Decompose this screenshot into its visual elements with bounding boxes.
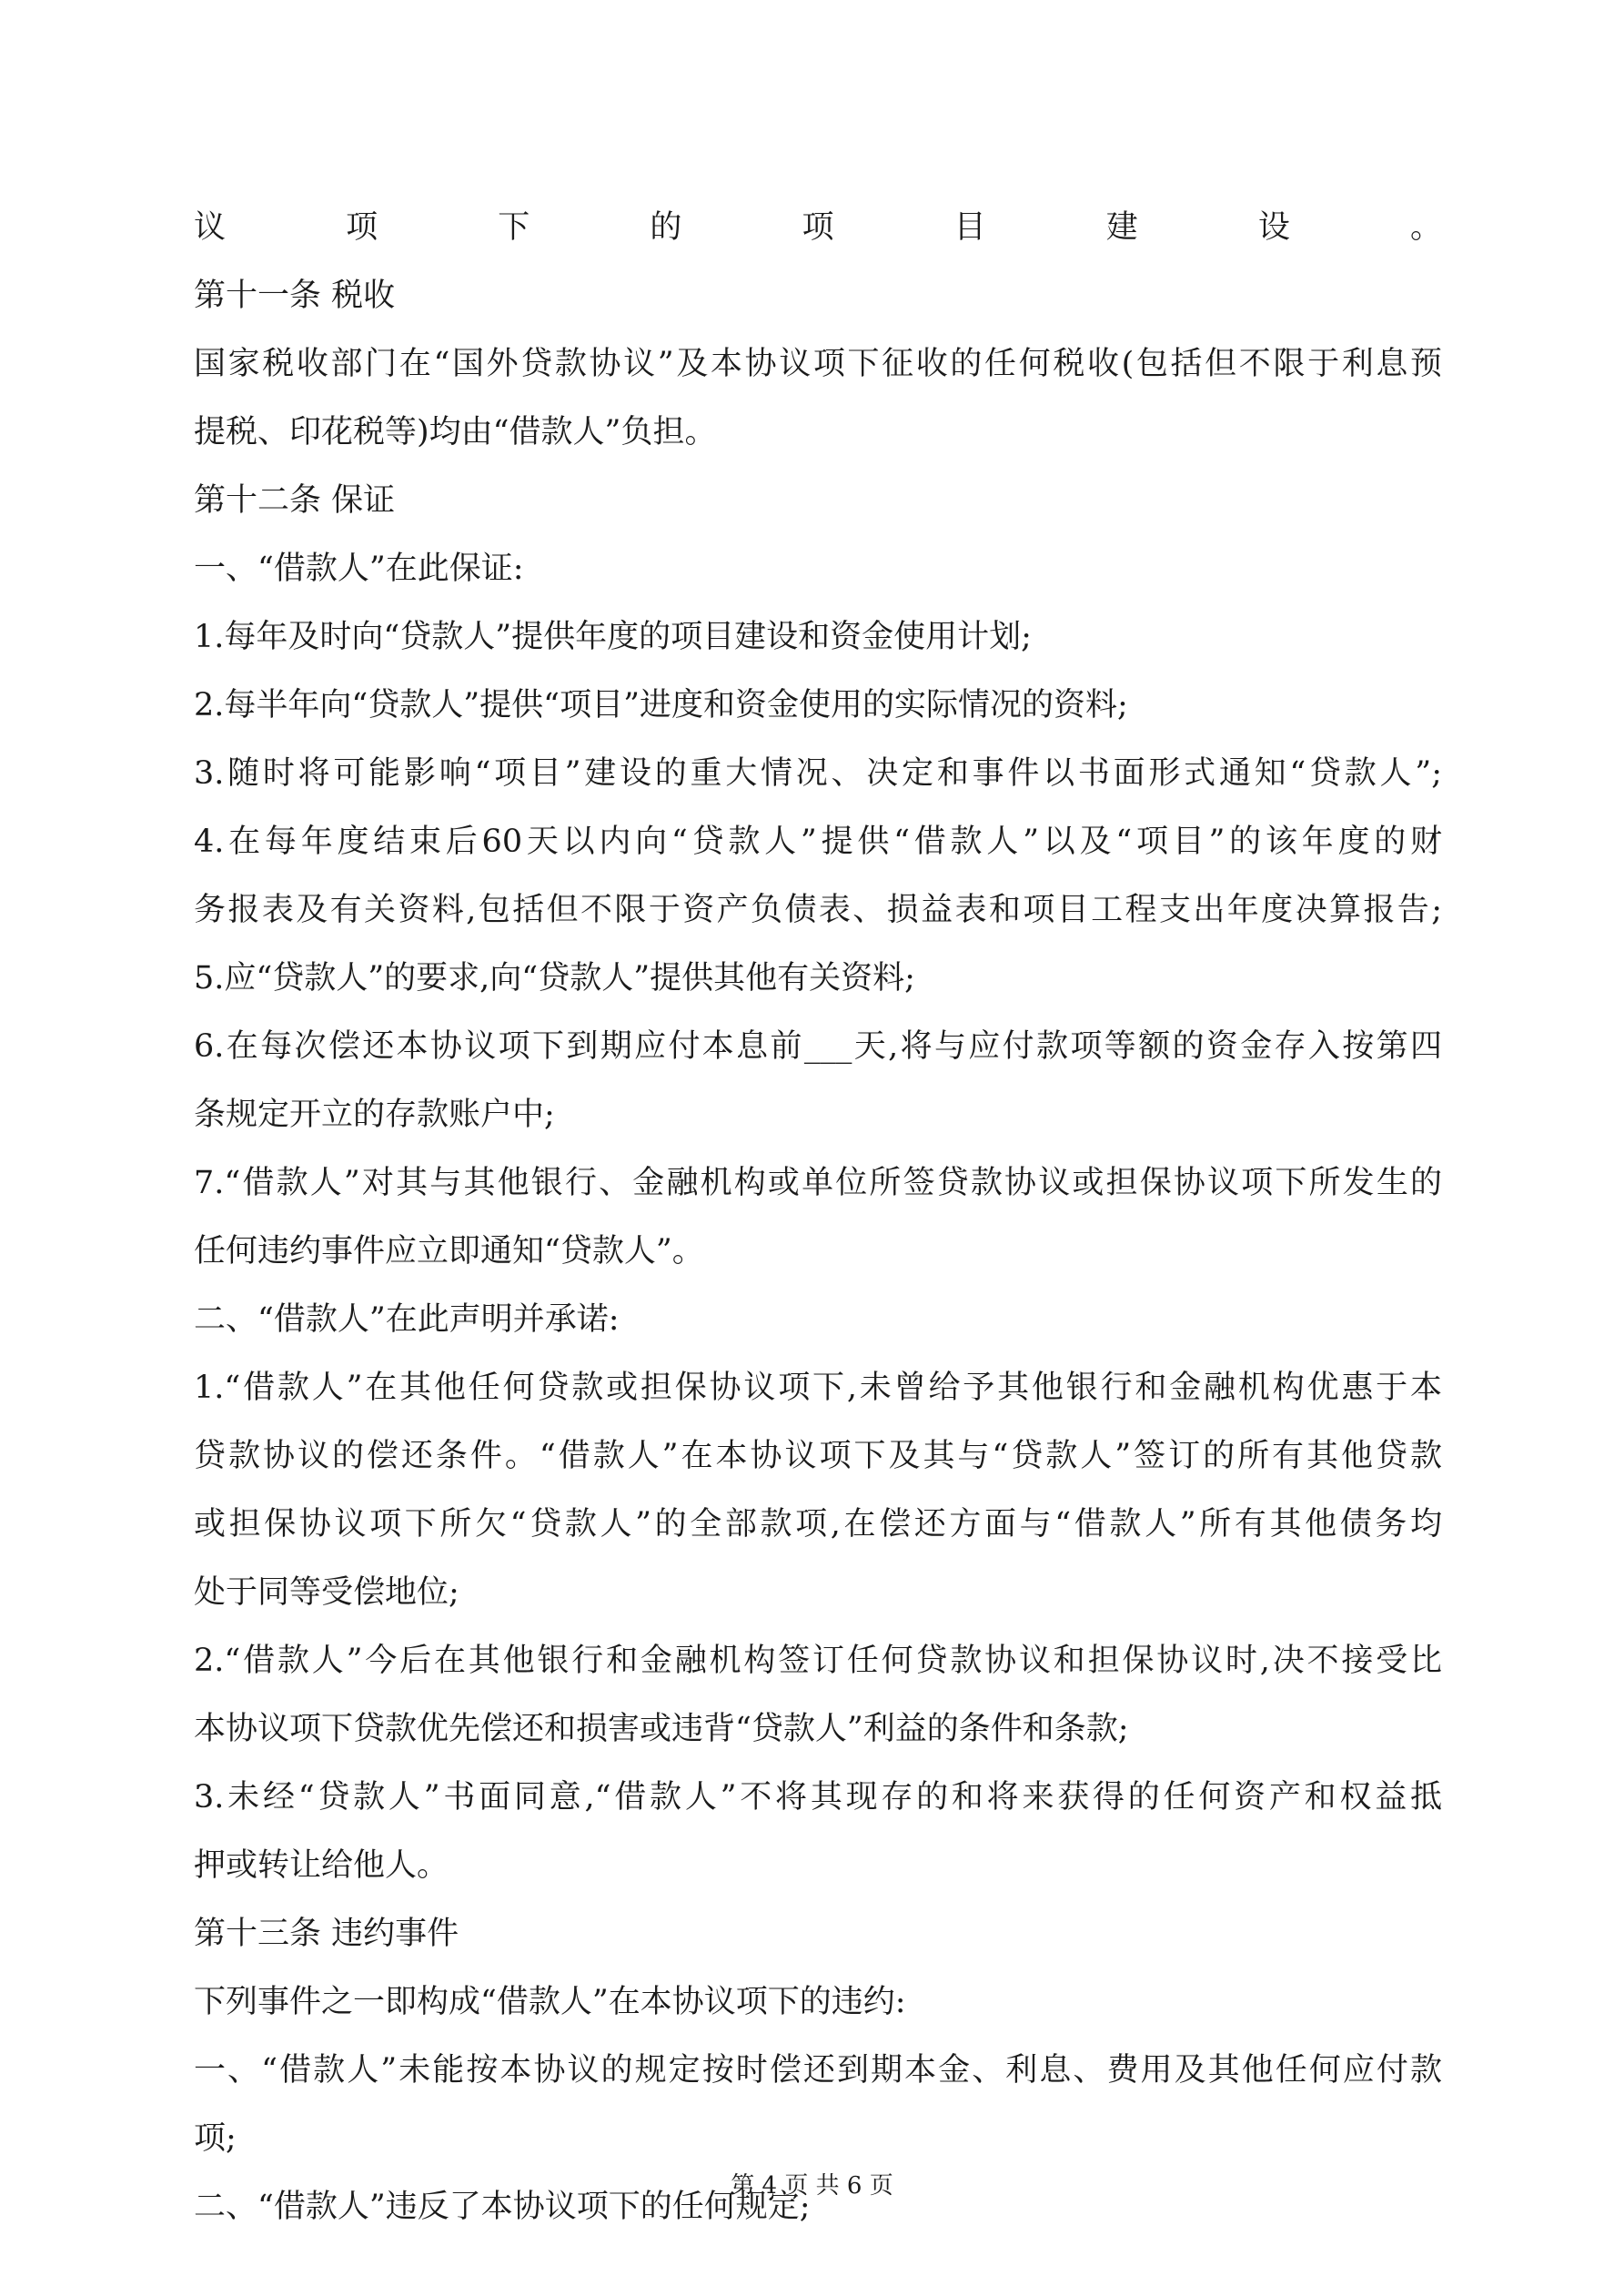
document-body [194, 204, 1442, 2251]
section-heading: 第十一条 税收 [194, 278, 396, 314]
text-line: 下列事件之一即构成“借款人”在本协议项下的违约: [194, 1984, 906, 2020]
text-line: 提税、印花税等)均由“借款人”负担。 [194, 414, 717, 450]
list-item: 6.在每次偿还本协议项下到期应付本息前___天,将与应付款项等额的资金存入按第四 [194, 1028, 1442, 1065]
list-item: 7.“借款人”对其与其他银行、金融机构或单位所签贷款协议或担保协议项下所发生的 [194, 1165, 1442, 1201]
text-line: 项; [194, 2120, 237, 2157]
text-line: 一、“借款人”在此保证: [194, 551, 524, 587]
text-line: 处于同等受偿地位; [194, 1574, 459, 1611]
list-item: 5.应“贷款人”的要求,向“贷款人”提供其他有关资料; [194, 960, 915, 996]
list-item: 3.随时将可能影响“项目”建设的重大情况、决定和事件以书面形式通知“贷款人”; [194, 755, 1442, 792]
text-line: 议项下的项目建设。 [194, 209, 1442, 246]
text-line: 押或转让给他人。 [194, 1847, 449, 1884]
text-line: 一、“借款人”未能按本协议的规定按时偿还到期本金、利息、费用及其他任何应付款 [194, 2052, 1442, 2089]
list-item: 1.“借款人”在其他任何贷款或担保协议项下,未曾给予其他银行和金融机构优惠于本 [194, 1370, 1442, 1406]
text-line: 或担保协议项下所欠“贷款人”的全部款项,在偿还方面与“借款人”所有其他债务均 [194, 1506, 1442, 1542]
text-line: 本协议项下贷款优先偿还和损害或违背“贷款人”利益的条件和条款; [194, 1711, 1129, 1747]
text-line: 条规定开立的存款账户中; [194, 1097, 555, 1133]
list-item: 1.每年及时向“贷款人”提供年度的项目建设和资金使用计划; [194, 619, 1032, 655]
text-line: 国家税收部门在“国外贷款协议”及本协议项下征收的任何税收(包括但不限于利息预 [194, 346, 1442, 382]
text-line: 务报表及有关资料,包括但不限于资产负债表、损益表和项目工程支出年度决算报告; [194, 892, 1442, 928]
section-heading: 第十三条 违约事件 [194, 1916, 459, 1952]
list-item: 2.“借款人”今后在其他银行和金融机构签订任何贷款协议和担保协议时,决不接受比 [194, 1643, 1442, 1679]
text-line: 任何违约事件应立即通知“贷款人”。 [194, 1233, 704, 1269]
section-heading: 第十二条 保证 [194, 482, 396, 519]
page-number-footer: 第 4 页 共 6 页 [731, 2172, 893, 2200]
list-item: 4.在每年度结束后60天以内向“贷款人”提供“借款人”以及“项目”的该年度的财 [194, 824, 1442, 860]
list-item: 2.每半年向“贷款人”提供“项目”进度和资金使用的实际情况的资料; [194, 687, 1128, 723]
list-item: 3.未经“贷款人”书面同意,“借款人”不将其现存的和将来获得的任何资产和权益抵 [194, 1779, 1442, 1816]
text-line: 二、“借款人”违反了本协议项下的任何规定; [194, 2189, 811, 2225]
text-line: 贷款协议的偿还条件。“借款人”在本协议项下及其与“贷款人”签订的所有其他贷款 [194, 1438, 1442, 1474]
text-line: 二、“借款人”在此声明并承诺: [194, 1301, 620, 1338]
